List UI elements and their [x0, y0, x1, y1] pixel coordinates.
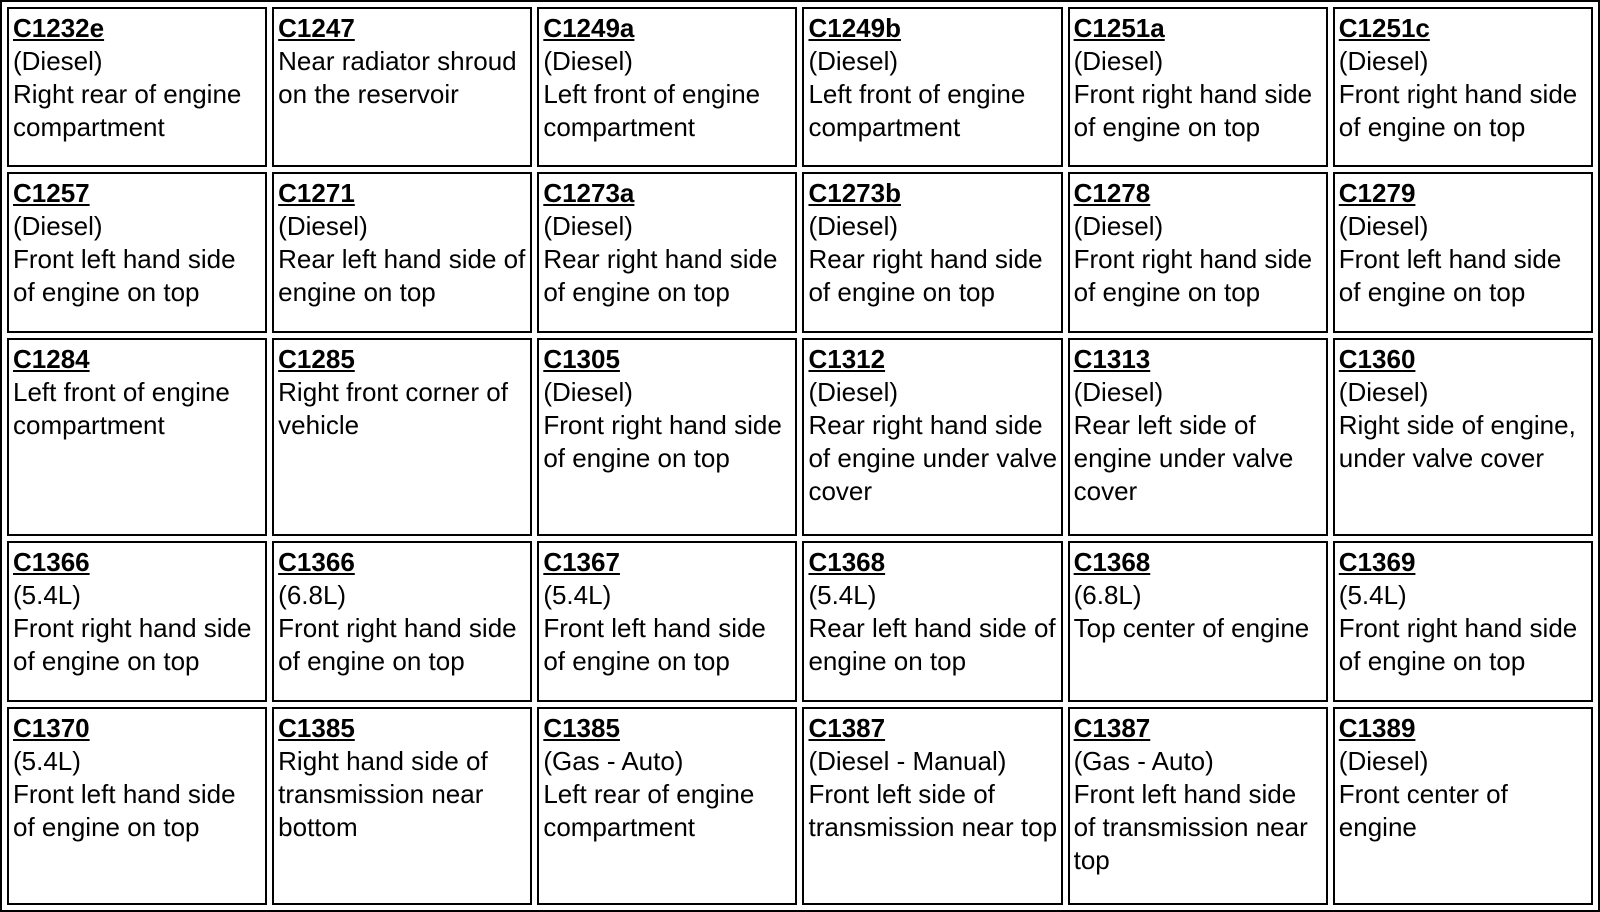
connector-variant: (Diesel) — [1338, 211, 1429, 242]
connector-location: Front left hand side of engine on top — [543, 613, 766, 677]
connector-variant: (Diesel) — [1073, 376, 1164, 407]
connector-id-link[interactable]: C1247 — [278, 13, 355, 43]
connector-id-link[interactable]: C1387 — [1073, 712, 1151, 743]
connector-location: Top center of engine — [1073, 613, 1310, 644]
connector-variant: (Diesel) — [1073, 211, 1164, 242]
connector-id-link[interactable]: C1368 — [1073, 547, 1151, 578]
connector-location: Right rear of engine compartment — [13, 79, 242, 142]
connector-location-table-body — [7, 7, 1593, 905]
table-row — [7, 541, 1593, 701]
connector-variant: (Diesel) — [808, 46, 899, 76]
connector-cell — [7, 338, 267, 536]
connector-variant: (Diesel) — [1073, 46, 1164, 76]
table-row — [7, 707, 1593, 905]
connector-id-link[interactable]: C1389 — [1338, 712, 1416, 743]
connector-cell — [1333, 541, 1593, 701]
connector-id-link[interactable]: C1257 — [13, 178, 90, 209]
connector-cell — [537, 338, 797, 536]
connector-cell — [537, 172, 797, 332]
connector-location: Rear left hand side of engine on top — [808, 613, 1056, 677]
connector-cell — [802, 707, 1062, 905]
connector-variant: (Diesel) — [808, 211, 899, 242]
connector-variant: (Diesel) — [543, 46, 633, 76]
connector-id-link[interactable]: C1370 — [13, 712, 90, 743]
connector-location: Front left hand side of engine on top — [13, 778, 236, 842]
connector-id-link[interactable]: C1279 — [1338, 178, 1416, 209]
connector-variant: (Gas - Auto) — [543, 745, 684, 776]
connector-id-link[interactable]: C1367 — [543, 547, 620, 578]
connector-variant: (6.8L) — [1073, 580, 1142, 611]
connector-cell — [1333, 172, 1593, 332]
connector-location: Front right hand side of engine on top — [1338, 79, 1578, 142]
connector-id-link[interactable]: C1273a — [543, 178, 635, 209]
connector-cell — [1333, 338, 1593, 536]
table-row — [7, 7, 1593, 167]
connector-cell — [272, 707, 532, 905]
connector-location: Front right hand side of engine on top — [1073, 79, 1313, 142]
connector-variant: (Diesel - Manual) — [808, 745, 1007, 776]
connector-variant: (5.4L) — [1338, 580, 1407, 611]
connector-cell — [1333, 7, 1593, 167]
connector-cell — [7, 707, 267, 905]
table-row — [7, 338, 1593, 536]
connector-location: Front left hand side of transmission near top — [1073, 778, 1308, 875]
connector-id-link[interactable]: C1313 — [1073, 343, 1151, 374]
connector-id-link[interactable]: C1285 — [278, 343, 355, 374]
connector-location: Rear right hand side of engine on top — [543, 244, 778, 308]
connector-location: Left rear of engine compartment — [543, 778, 755, 842]
connector-location: Near radiator shroud on the reservoir — [278, 46, 517, 109]
connector-cell — [7, 7, 267, 167]
connector-location: Front right hand side of engine on top — [1073, 244, 1313, 308]
connector-variant: (Diesel) — [278, 211, 368, 242]
connector-variant: (Diesel) — [13, 211, 103, 242]
connector-location: Right hand side of transmission near bottom — [278, 745, 488, 842]
connector-location: Front center of engine — [1338, 778, 1508, 842]
connector-cell — [1068, 707, 1328, 905]
table-row — [7, 172, 1593, 332]
connector-location: Right side of engine, under valve cover — [1338, 409, 1576, 473]
connector-variant: (5.4L) — [543, 580, 612, 611]
connector-variant: (Gas - Auto) — [1073, 745, 1214, 776]
connector-variant: (Diesel) — [13, 46, 103, 76]
connector-location: Front right hand side of engine on top — [1338, 613, 1578, 677]
connector-cell — [802, 541, 1062, 701]
connector-variant: (Diesel) — [808, 376, 899, 407]
connector-location: Right front corner of vehicle — [278, 376, 508, 440]
connector-variant: (5.4L) — [13, 580, 81, 611]
connector-id-link[interactable]: C1278 — [1073, 178, 1151, 209]
connector-id-link[interactable]: C1271 — [278, 178, 355, 209]
connector-id-link[interactable]: C1369 — [1338, 547, 1416, 578]
connector-id-link[interactable]: C1273b — [808, 178, 901, 209]
connector-cell — [272, 172, 532, 332]
connector-location: Front left hand side of engine on top — [1338, 244, 1562, 308]
connector-location: Front right hand side of engine on top — [543, 409, 782, 473]
connector-location: Front left hand side of engine on top — [13, 244, 236, 308]
connector-cell — [1333, 707, 1593, 905]
connector-cell — [802, 338, 1062, 536]
connector-id-link[interactable]: C1284 — [13, 343, 90, 374]
connector-id-link[interactable]: C1251a — [1073, 13, 1165, 43]
connector-id-link[interactable]: C1368 — [808, 547, 886, 578]
connector-location: Front right hand side of engine on top — [13, 613, 252, 677]
connector-cell — [1068, 172, 1328, 332]
connector-id-link[interactable]: C1366 — [13, 547, 90, 578]
connector-variant: (5.4L) — [13, 745, 81, 776]
connector-variant: (Diesel) — [543, 376, 633, 407]
connector-location: Rear left hand side of engine on top — [278, 244, 526, 308]
connector-location: Left front of engine compartment — [808, 79, 1026, 142]
connector-id-link[interactable]: C1385 — [278, 712, 355, 743]
connector-cell — [1068, 7, 1328, 167]
connector-location: Rear left side of engine under valve cover — [1073, 409, 1294, 506]
connector-cell — [272, 338, 532, 536]
connector-id-link[interactable]: C1312 — [808, 343, 886, 374]
connector-location: Front right hand side of engine on top — [278, 613, 517, 677]
connector-id-link[interactable]: C1387 — [808, 712, 886, 743]
connector-cell — [537, 707, 797, 905]
connector-variant: (Diesel) — [1338, 376, 1429, 407]
connector-cell — [537, 7, 797, 167]
connector-cell — [7, 541, 267, 701]
connector-location: Left front of engine compartment — [13, 376, 230, 440]
connector-cell — [272, 7, 532, 167]
connector-variant: (Diesel) — [1338, 46, 1429, 76]
connector-id-link[interactable]: C1249a — [543, 13, 635, 43]
connector-variant: (Diesel) — [543, 211, 633, 242]
connector-id-link[interactable]: C1232e — [13, 13, 105, 43]
connector-id-link[interactable]: C1385 — [543, 712, 620, 743]
connector-location: Front left side of transmission near top — [808, 778, 1058, 842]
connector-id-link[interactable]: C1249b — [808, 13, 901, 43]
connector-location: Left front of engine compartment — [543, 79, 761, 142]
connector-id-link[interactable]: C1251c — [1338, 13, 1430, 43]
connector-cell — [272, 541, 532, 701]
connector-cell — [802, 7, 1062, 167]
connector-variant: (Diesel) — [1338, 745, 1429, 776]
connector-cell — [802, 172, 1062, 332]
connector-cell — [537, 541, 797, 701]
connector-variant: (5.4L) — [808, 580, 877, 611]
connector-cell — [7, 172, 267, 332]
connector-location: Rear right hand side of engine on top — [808, 244, 1043, 308]
connector-id-link[interactable]: C1305 — [543, 343, 620, 374]
connector-id-link[interactable]: C1360 — [1338, 343, 1416, 374]
connector-variant: (6.8L) — [278, 580, 347, 611]
connector-id-link[interactable]: C1366 — [278, 547, 355, 578]
connector-location: Rear right hand side of engine under valve cover — [808, 409, 1058, 506]
connector-cell — [1068, 541, 1328, 701]
connector-cell — [1068, 338, 1328, 536]
